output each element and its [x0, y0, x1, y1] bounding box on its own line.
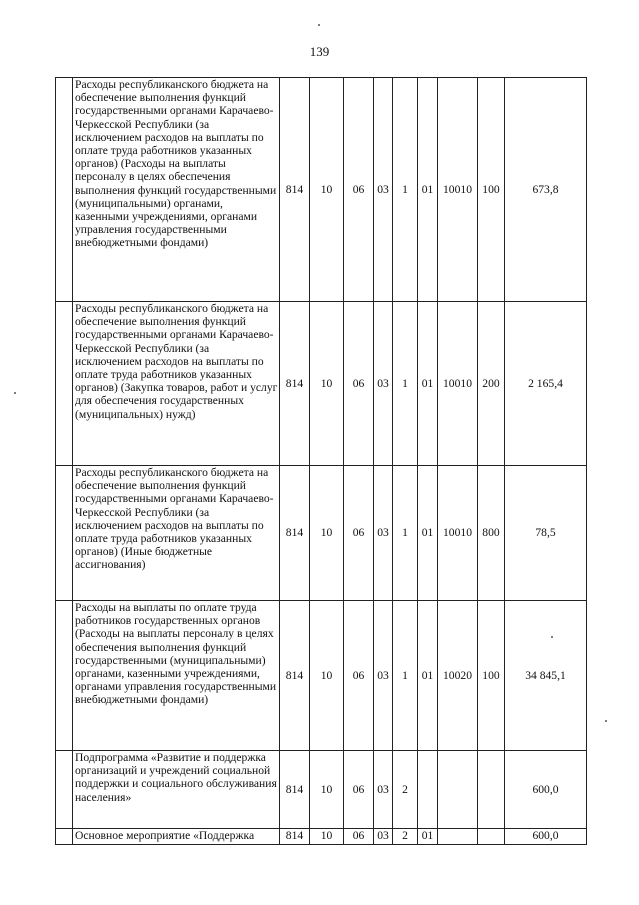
cell-c8: [478, 751, 505, 829]
row-description: Расходы республиканского бюджета на обеспечение выполнения функций государственными органами Карачаево-Черкесской Республики (за исключением расходов на выплаты по оплате труда работников указанных органов) (Иные бюджетные ассигнования): [73, 466, 280, 601]
cell-c7: 10010: [438, 466, 478, 601]
cell-c7: 10010: [438, 302, 478, 466]
cell-c6: 01: [418, 601, 438, 751]
blank-cell: [56, 601, 73, 751]
cell-amount: 600,0: [505, 751, 587, 829]
cell-c1: 814: [280, 466, 310, 601]
cell-c1: 814: [280, 751, 310, 829]
cell-c7: 10010: [438, 78, 478, 302]
blank-cell: [56, 466, 73, 601]
cell-c4: 03: [374, 829, 393, 845]
cell-c6: 01: [418, 466, 438, 601]
table-row: [56, 829, 587, 845]
cell-c5: 1: [393, 601, 418, 751]
table-row: [56, 466, 587, 601]
row-description: Подпрограмма «Развитие и поддержка организаций и учреждений социальной поддержки и социального обслуживания населения»: [73, 751, 280, 829]
cell-amount: 78,5: [505, 466, 587, 601]
cell-c8: [478, 829, 505, 845]
blank-cell: [56, 78, 73, 302]
cell-amount: 600,0: [505, 829, 587, 845]
cell-amount: 34 845,1: [505, 601, 587, 751]
cell-c4: 03: [374, 78, 393, 302]
cell-c3: 06: [344, 466, 374, 601]
budget-table: [55, 77, 587, 845]
cell-c7: 10020: [438, 601, 478, 751]
row-description: Расходы республиканского бюджета на обеспечение выполнения функций государственными органами Карачаево-Черкесской Республики (за исключением расходов на выплаты по оплате труда работников указанных органов) (Закупка товаров, работ и услуг для обеспечения государственных (муниципальных) нужд): [73, 302, 280, 466]
cell-c5: 1: [393, 302, 418, 466]
table-row: [56, 751, 587, 829]
cell-c2: 10: [310, 601, 344, 751]
page-number: 139: [309, 44, 330, 59]
cell-c4: 03: [374, 601, 393, 751]
cell-c2: 10: [310, 78, 344, 302]
cell-c1: 814: [280, 829, 310, 845]
blank-cell: [56, 751, 73, 829]
cell-c3: 06: [344, 829, 374, 845]
row-description: Расходы республиканского бюджета на обеспечение выполнения функций государственными органами Карачаево-Черкесской Республики (за исключением расходов на выплаты по оплате труда работников указанных органов) (Расходы на выплаты персоналу в целях обеспечения выполнения функций государственными (муниципальными) органами, казенными учреждениями, органами управления государственными внебюджетными фондами): [73, 78, 280, 302]
cell-c4: 03: [374, 302, 393, 466]
cell-c5: 1: [393, 78, 418, 302]
table-row: [56, 78, 587, 302]
cell-c5: 2: [393, 751, 418, 829]
cell-c7: [438, 829, 478, 845]
scan-speck: [318, 24, 320, 26]
cell-c3: 06: [344, 78, 374, 302]
scan-speck: [605, 720, 607, 722]
row-description: Расходы на выплаты по оплате труда работников государственных органов (Расходы на выплаты персоналу в целях обеспечения выполнения функций государственными (муниципальными) органами, казенными учреждениями, органами управления государственными внебюджетными фондами): [73, 601, 280, 751]
cell-c6: 01: [418, 78, 438, 302]
cell-c2: 10: [310, 829, 344, 845]
cell-c6: [418, 751, 438, 829]
cell-c5: 1: [393, 466, 418, 601]
cell-c8: 800: [478, 466, 505, 601]
cell-c1: 814: [280, 302, 310, 466]
cell-c8: 200: [478, 302, 505, 466]
cell-c2: 10: [310, 302, 344, 466]
cell-c4: 03: [374, 466, 393, 601]
cell-c8: 100: [478, 601, 505, 751]
cell-c3: 06: [344, 751, 374, 829]
row-description: Основное мероприятие «Поддержка: [73, 829, 280, 845]
cell-c8: 100: [478, 78, 505, 302]
cell-c5: 2: [393, 829, 418, 845]
cell-c3: 06: [344, 601, 374, 751]
cell-amount: 2 165,4: [505, 302, 587, 466]
cell-c4: 03: [374, 751, 393, 829]
blank-cell: [56, 829, 73, 845]
table-row: [56, 302, 587, 466]
table-row: [56, 601, 587, 751]
cell-c1: 814: [280, 601, 310, 751]
cell-c2: 10: [310, 751, 344, 829]
cell-c6: 01: [418, 829, 438, 845]
cell-c3: 06: [344, 302, 374, 466]
cell-c7: [438, 751, 478, 829]
cell-c6: 01: [418, 302, 438, 466]
cell-c1: 814: [280, 78, 310, 302]
cell-amount: 673,8: [505, 78, 587, 302]
scan-speck: [14, 392, 16, 394]
cell-c2: 10: [310, 466, 344, 601]
blank-cell: [56, 302, 73, 466]
